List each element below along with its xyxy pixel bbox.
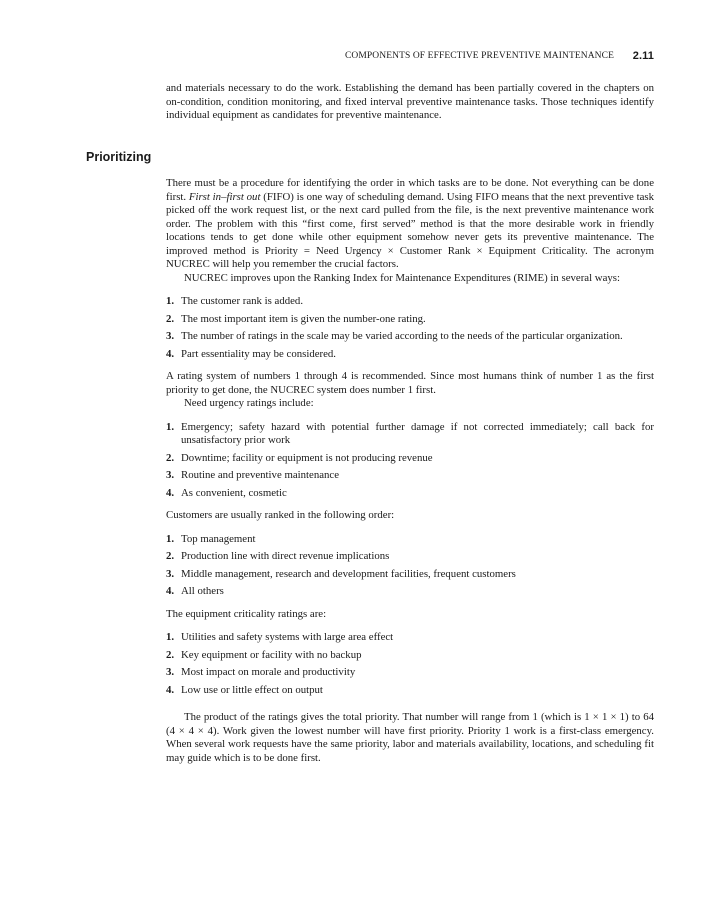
list-text: Utilities and safety systems with large area effect [181, 631, 394, 643]
list-item [166, 452, 654, 466]
running-header [166, 51, 654, 65]
list-text: Routine and preventive maintenance [181, 469, 339, 481]
list-text: The most important item is given the number-one rating. [181, 312, 426, 325]
customer-list [166, 533, 654, 599]
list-item [166, 631, 654, 645]
list-number: 3. [166, 330, 175, 342]
list-item [166, 684, 654, 698]
criticality-intro: The equipment criticality ratings are: [166, 607, 327, 620]
list-item [166, 550, 654, 564]
list-number: 2. [166, 312, 175, 325]
list-text: All others [181, 585, 224, 597]
list-number: 1. [166, 295, 175, 307]
list-number: 1. [166, 420, 175, 433]
section-body [166, 177, 654, 765]
list-item [166, 469, 654, 483]
list-item [166, 533, 654, 547]
criticality-list [166, 631, 654, 697]
list-number: 4. [166, 347, 175, 360]
fifo-term: First in–first out [188, 190, 261, 203]
list-item [166, 421, 654, 448]
list-number: 1. [166, 532, 175, 545]
paragraph-nucrec: NUCREC improves upon the Ranking Index for Maintenance Expenditures (RIME) in several ways: [184, 271, 620, 284]
list-item [166, 330, 654, 344]
fifo-text-end: (FIFO) is one way of scheduling demand. Using FIFO means that the next preventive task picked off the work request list, or the next card pulled from the file, is the next preventive maintenance work order. The problem with this “first come, first served” method is that the more desirable work in friendly locations tends to get done while other equipment somehow never gets its preventive maintenance. The improved method is Priority = Need Urgency × Customer Rank × Equipment Criticality. The acronym NUCREC will help you remember the crucial factors. [166, 190, 654, 270]
list-item [166, 487, 654, 501]
list-item [166, 649, 654, 663]
paragraph-fifo [166, 177, 654, 272]
page-number: 2.11 [632, 50, 654, 62]
list-text: Low use or little effect on output [181, 683, 323, 696]
intro-block [166, 82, 654, 123]
list-item [166, 666, 654, 680]
list-number: 3. [166, 666, 175, 678]
list-text: Top management [181, 532, 256, 545]
list-text: The number of ratings in the scale may be varied according to the needs of the particular organization. [181, 330, 623, 342]
urgency-intro: Need urgency ratings include: [184, 397, 314, 409]
list-item [166, 348, 654, 362]
list-item [166, 313, 654, 327]
fifo-text-start: There must be a procedure for identifying the order in which tasks are to be done. Not everything can be done first. [166, 177, 654, 203]
running-title: COMPONENTS OF EFFECTIVE PREVENTIVE MAINTENANCE [344, 51, 614, 61]
section-heading: Prioritizing [86, 150, 152, 164]
list-text: Middle management, research and development facilities, frequent customers [181, 567, 516, 580]
list-number: 3. [166, 469, 175, 481]
list-item [166, 295, 654, 309]
list-item [166, 568, 654, 582]
list-text: Key equipment or facility with no backup [181, 648, 362, 661]
intro-paragraph: and materials necessary to do the work. Establishing the demand has been partially covered in the chapters on on-condition, condition monitoring, and fixed interval preventive maintenance tasks. Those techniques identify individual equipment as candidates for preventive maintenance. [166, 82, 654, 121]
list-number: 4. [166, 683, 175, 696]
list-text: The customer rank is added. [181, 295, 304, 307]
list-number: 2. [166, 648, 175, 661]
customer-intro: Customers are usually ranked in the following order: [166, 509, 395, 521]
list-text: Part essentiality may be considered. [181, 347, 337, 360]
list-number: 3. [166, 567, 175, 580]
list-number: 1. [166, 631, 175, 643]
list-item [166, 585, 654, 599]
list-text: Downtime; facility or equipment is not producing revenue [181, 451, 433, 464]
list-number: 4. [166, 486, 175, 499]
urgency-list [166, 421, 654, 501]
list-text: Emergency; safety hazard with potential further damage if not corrected immediately; call back for unsatisfactory prior work [181, 420, 654, 446]
paragraph-rating: A rating system of numbers 1 through 4 is recommended. Since most humans think of number 1 as the first priority to get done, the NUCREC system does number 1 first. [166, 370, 654, 396]
list-number: 2. [166, 550, 175, 562]
list-text: Most impact on morale and productivity [181, 666, 356, 678]
paragraph-closing: The product of the ratings gives the total priority. That number will range from 1 (which is 1 × 1 × 1) to 64 (4 × 4 × 4). Work given the lowest number will have first priority. Priority 1 work is a first-class emergency. When several work requests have the same priority, labor and materials availability, locations, and scheduling fit may guide which is to be done first. [166, 711, 654, 764]
list-text: As convenient, cosmetic [181, 486, 287, 499]
list-text: Production line with direct revenue implications [181, 550, 390, 562]
list-number: 2. [166, 451, 175, 464]
list-number: 4. [166, 585, 175, 597]
improvements-list [166, 295, 654, 361]
